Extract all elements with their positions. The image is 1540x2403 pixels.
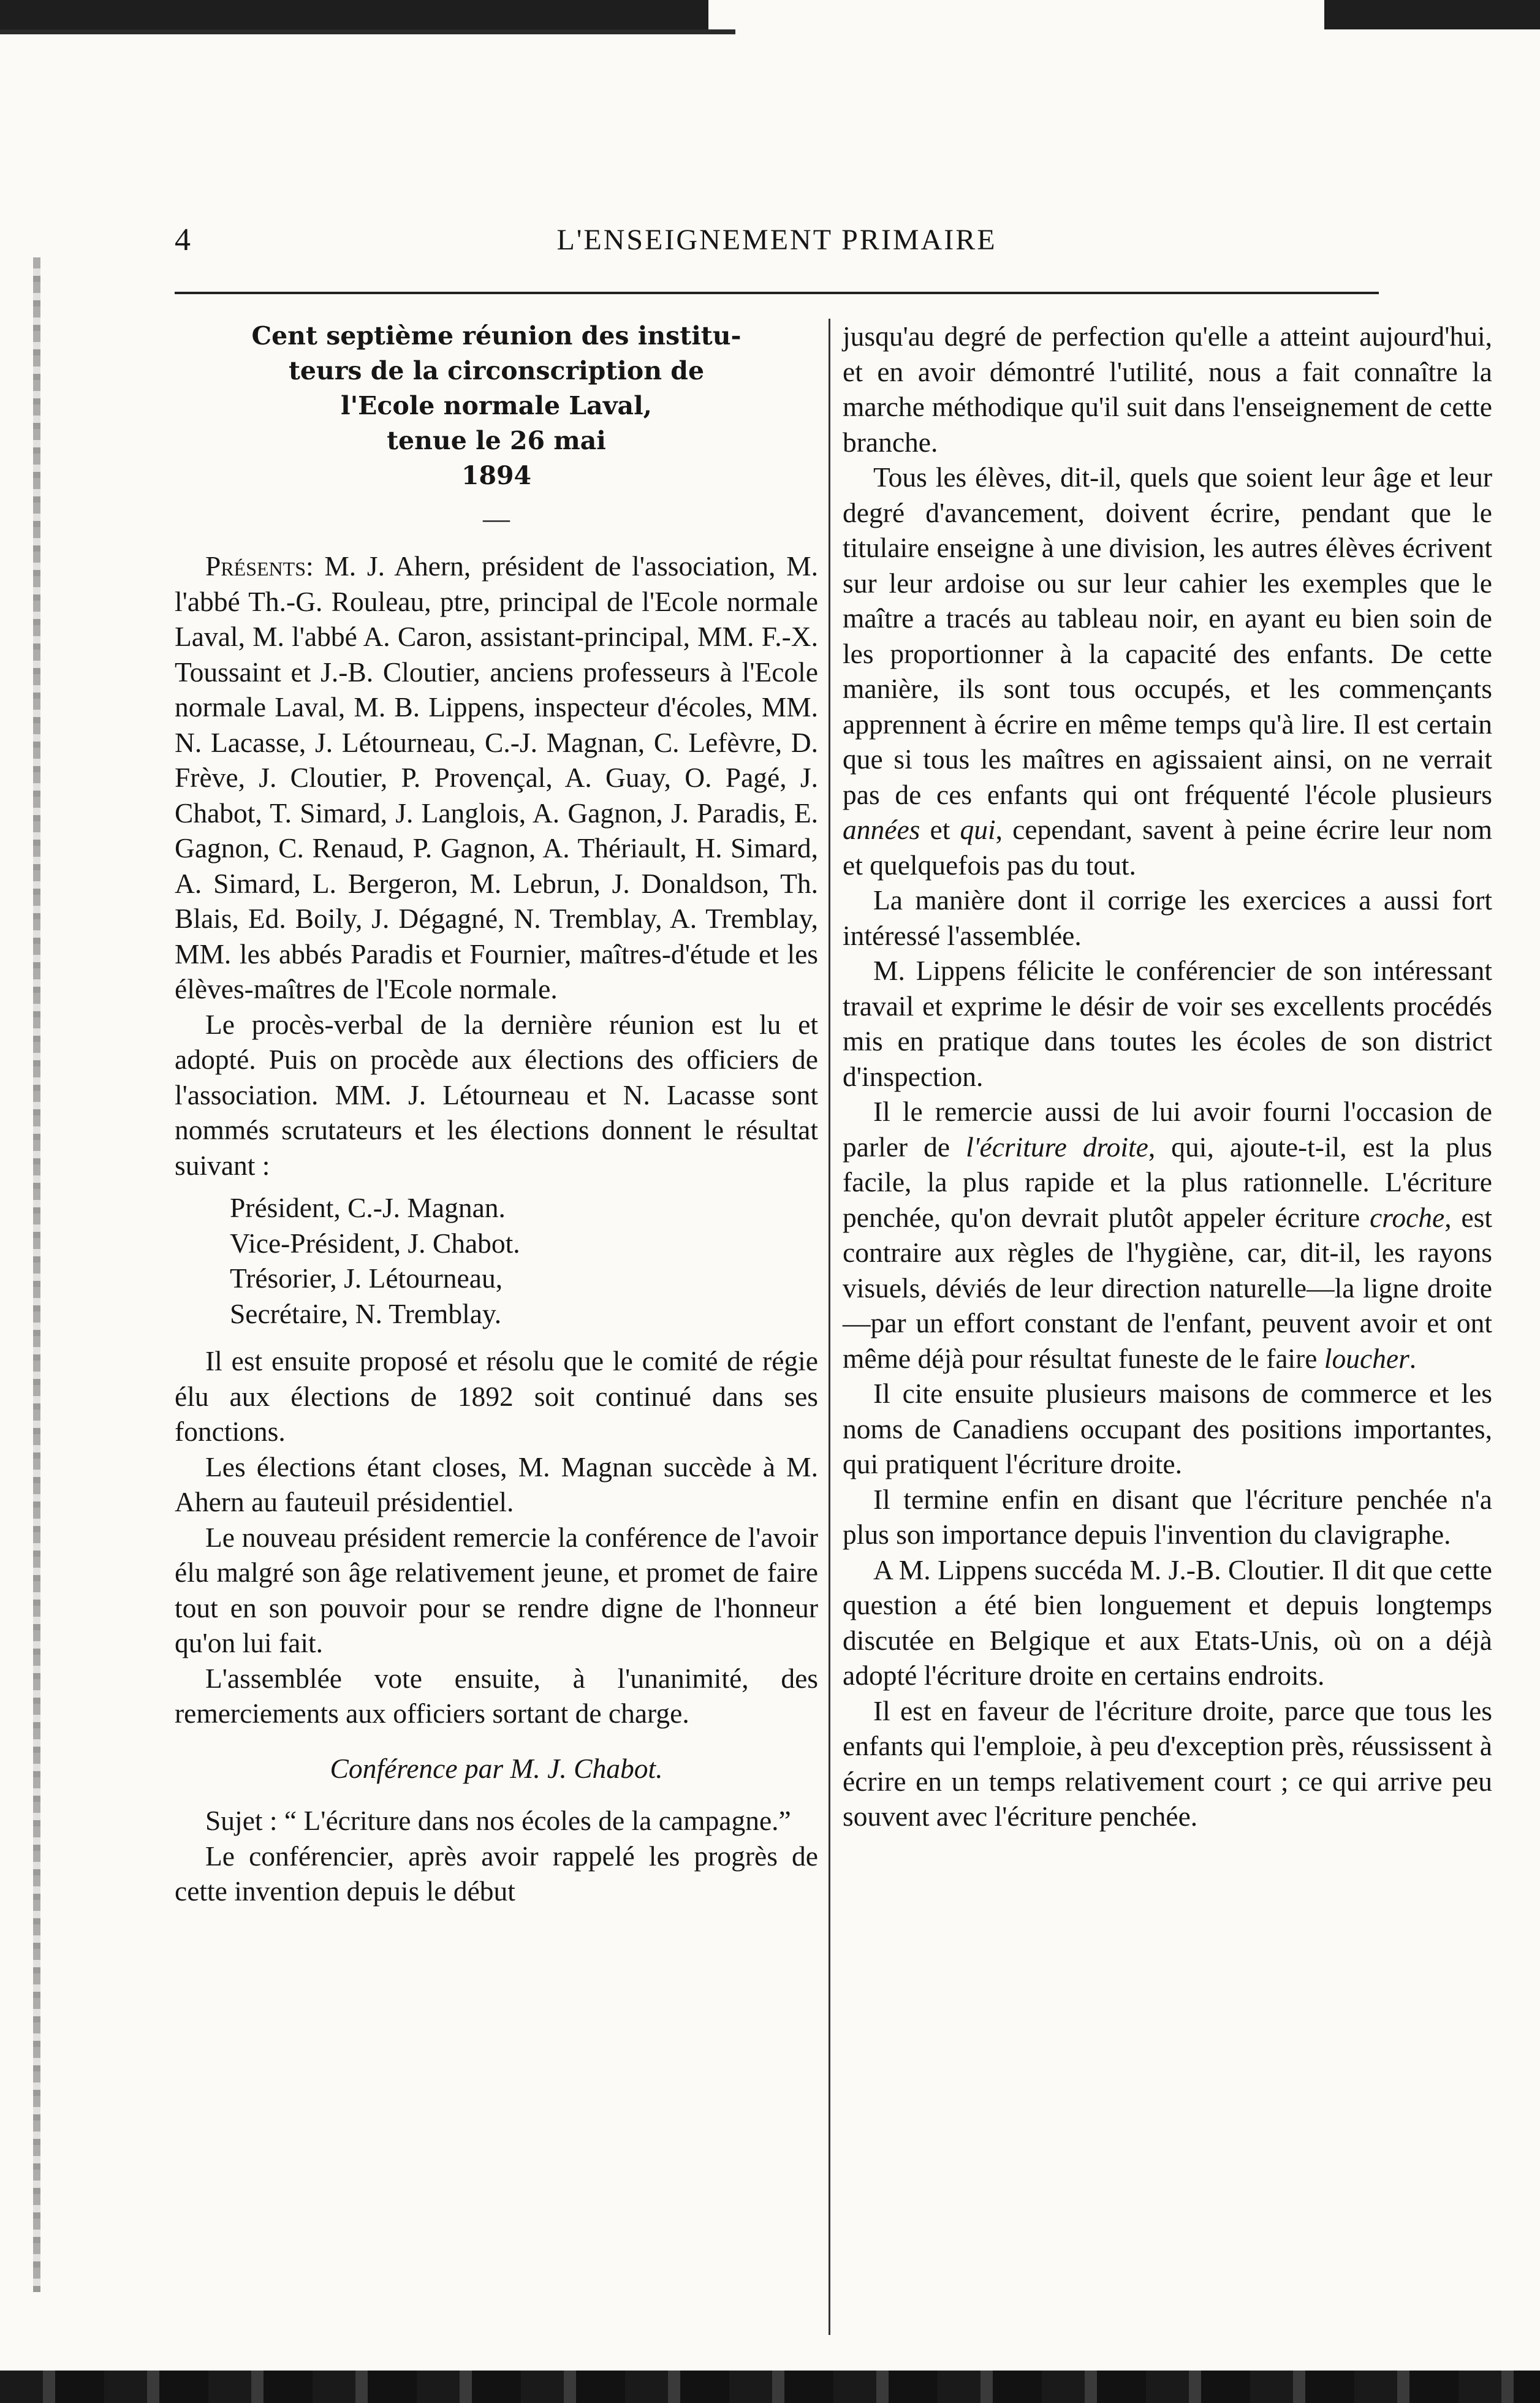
article-heading bbox=[199, 319, 794, 493]
heading-line: l'Ecole normale Laval, bbox=[341, 391, 652, 420]
heading-dash: — bbox=[483, 504, 510, 534]
officer-tresorier: Trésorier, J. Létourneau, bbox=[230, 1262, 503, 1294]
presents-paragraph bbox=[175, 549, 818, 1007]
maisons-paragraph: Il cite ensuite plusieurs maisons de commerce et les noms de Canadiens occupant des positions importantes, qui pratiquent l'écriture droite. bbox=[843, 1378, 1492, 1479]
termine-paragraph: Il termine enfin en disant que l'écriture penchée n'a plus son importance depuis l'invention du clavigraphe. bbox=[843, 1483, 1492, 1550]
remercie-text-b: , qui, ajoute-t-il, est la plus facile, la plus rapide et la plus rationnelle. L'écriture penchée, qu'on devrait plutôt appeler écriture bbox=[843, 1131, 1493, 1233]
heading-line: Cent septième réunion des institu- bbox=[251, 321, 742, 351]
cloutier-paragraph: A M. Lippens succéda M. J.-B. Cloutier. Il dit que cette question a été bien longuement et depuis longtemps discutée en Belgique et aux Etats-Unis, où on a déjà adopté l'écriture droite en certains endroits. bbox=[843, 1554, 1492, 1691]
nouveau-president-paragraph: Le nouveau président remercie la conférence de l'avoir élu malgré son âge relativement jeune, et promet de faire tout en son pouvoir pour se rendre digne de l'honneur qu'on lui fait. bbox=[175, 1521, 818, 1658]
running-title: L'ENSEIGNEMENT PRIMAIRE bbox=[556, 224, 997, 256]
presents-label: Présents bbox=[205, 550, 306, 582]
scan-border-top bbox=[0, 0, 1540, 29]
eleves-italic-annees: années bbox=[843, 814, 920, 845]
eleves-paragraph bbox=[843, 460, 1492, 883]
lippens-paragraph: M. Lippens félicite le conférencier de son intéressant travail et exprime le désir de voir ses excellents procédés mis en pratique dans toutes les écoles de son district d'inspection. bbox=[843, 955, 1492, 1092]
heading-line: 1894 bbox=[461, 461, 532, 490]
elections-closes-paragraph: Les élections étant closes, M. Magnan succède à M. Ahern au fauteuil présidentiel. bbox=[175, 1451, 818, 1517]
remercie-text-c: , est contraire aux règles de l'hygiène, car, dit-il, les rayons visuels, déviés de leur direction naturelle—la ligne droite—par un effort constant de l'enfant, peuvent avoir et ont même déjà pour résultat funeste de le faire bbox=[843, 1201, 1493, 1374]
officer-vice-president: Vice-Président, J. Chabot. bbox=[230, 1227, 520, 1259]
conference-title: Conférence par M. J. Chabot. bbox=[330, 1752, 663, 1784]
heading-line: tenue le 26 mai bbox=[387, 426, 606, 455]
comite-paragraph: Il est ensuite proposé et résolu que le comité de régie élu aux élections de 1892 soit continué dans ses fonctions. bbox=[175, 1345, 818, 1447]
heading-line: teurs de la circonscription de bbox=[288, 356, 705, 385]
officer-president: Président, C.-J. Magnan. bbox=[230, 1192, 506, 1223]
faveur-paragraph: Il est en faveur de l'écriture droite, parce que tous les enfants qui l'emploie, à peu d'exception près, réussissent à écrire en un temps relativement court ; ce qui arrive peu souvent avec l'écriture penchée. bbox=[843, 1695, 1492, 1832]
remercie-text-a: Il le remercie aussi de lui avoir fourni l'occasion de parler de bbox=[843, 1096, 1492, 1163]
page-number: 4 bbox=[175, 222, 191, 257]
proces-verbal-paragraph: Le procès-verbal de la dernière réunion est lu et adopté. Puis on procède aux élections des officiers de l'association. MM. J. Létourneau et N. Lacasse sont nommés scrutateurs et les élections donnent le résultat suivant : bbox=[175, 1008, 818, 1181]
remercie-paragraph bbox=[843, 1094, 1492, 1376]
vote-paragraph: L'assemblée vote ensuite, à l'unanimité, des remerciements aux officiers sortant de charge. bbox=[175, 1662, 818, 1729]
eleves-text-end: , cependant, savent à peine écrire leur nom et quelquefois pas du tout. bbox=[843, 814, 1492, 881]
officers-list bbox=[175, 1190, 818, 1331]
page-header bbox=[175, 216, 1379, 265]
eleves-italic-qui: qui bbox=[960, 814, 996, 845]
binding-edge bbox=[33, 257, 40, 2292]
remercie-text-d: . bbox=[1409, 1342, 1417, 1374]
remercie-italic-ecriture-droite: l'écriture droite bbox=[966, 1131, 1148, 1163]
conferencier-paragraph-continued: jusqu'au degré de perfection qu'elle a atteint aujourd'hui, et en avoir démontré l'utilité, nous a fait connaître la marche méthodique qu'il suit dans l'enseignement de cette branche. bbox=[843, 321, 1492, 458]
remercie-italic-croche: croche bbox=[1370, 1201, 1445, 1233]
header-rule bbox=[175, 292, 1379, 294]
column-rule bbox=[829, 319, 830, 2335]
column-left bbox=[175, 319, 818, 1909]
eleves-text: Tous les élèves, dit-il, quels que soient leur âge et leur degré d'avancement, doivent écrire, pendant que le titulaire enseigne à une division, les autres élèves écrivent sur leur ardoise ou sur leur cahier les exemples que le maître a tracés au tableau noir, en ayant eu bien soin de les proportionner à la capacité des enfants. De cette manière, ils sont tous occupés, et les commençants apprennent à écrire en même temps qu'à lire. Il est certain que si tous les maîtres en agissaient ainsi, on ne verrait pas de ces enfants qui ont fréquenté l'école plusieurs bbox=[843, 461, 1492, 810]
officer-secretaire: Secrétaire, N. Tremblay. bbox=[230, 1297, 502, 1329]
maniere-paragraph: La manière dont il corrige les exercices a aussi fort intéressé l'assemblée. bbox=[843, 884, 1492, 951]
presents-text: : M. J. Ahern, président de l'association, M. l'abbé Th.-G. Rouleau, ptre, principal de l'Ecole normale Laval, M. l'abbé A. Caron, assistant-principal, MM. F.-X. Toussaint et J.-B. Cloutier, anciens professeurs à l'Ecole normale Laval, M. B. Lippens, inspecteur d'écoles, MM. N. Lacasse, J. Létourneau, C.-J. Magnan, C. Lefèvre, D. Frève, J. Cloutier, P. Provençal, A. Guay, O. Pagé, J. Chabot, T. Simard, J. Langlois, A. Gagnon, J. Paradis, E. Gagnon, C. Renaud, P. Gagnon, A. Thériault, H. Simard, A. Simard, L. Bergeron, M. Lebrun, J. Donaldson, Th. Blais, Ed. Boily, J. Dégagné, N. Tremblay, A. Tremblay, MM. les abbés Paradis et Fournier, maîtres-d'étude et les élèves-maîtres de l'Ecole normale. bbox=[175, 550, 818, 1004]
scan-border-top-line bbox=[0, 29, 735, 34]
eleves-text-mid: et bbox=[920, 814, 960, 845]
scan-border-bottom bbox=[0, 2371, 1540, 2403]
remercie-italic-loucher: loucher bbox=[1324, 1342, 1409, 1374]
column-right bbox=[843, 319, 1492, 1834]
conferencier-paragraph-start: Le conférencier, après avoir rappelé les progrès de cette invention depuis le début bbox=[175, 1840, 818, 1907]
sujet-paragraph: Sujet : “ L'écriture dans nos écoles de la campagne.” bbox=[205, 1805, 791, 1836]
